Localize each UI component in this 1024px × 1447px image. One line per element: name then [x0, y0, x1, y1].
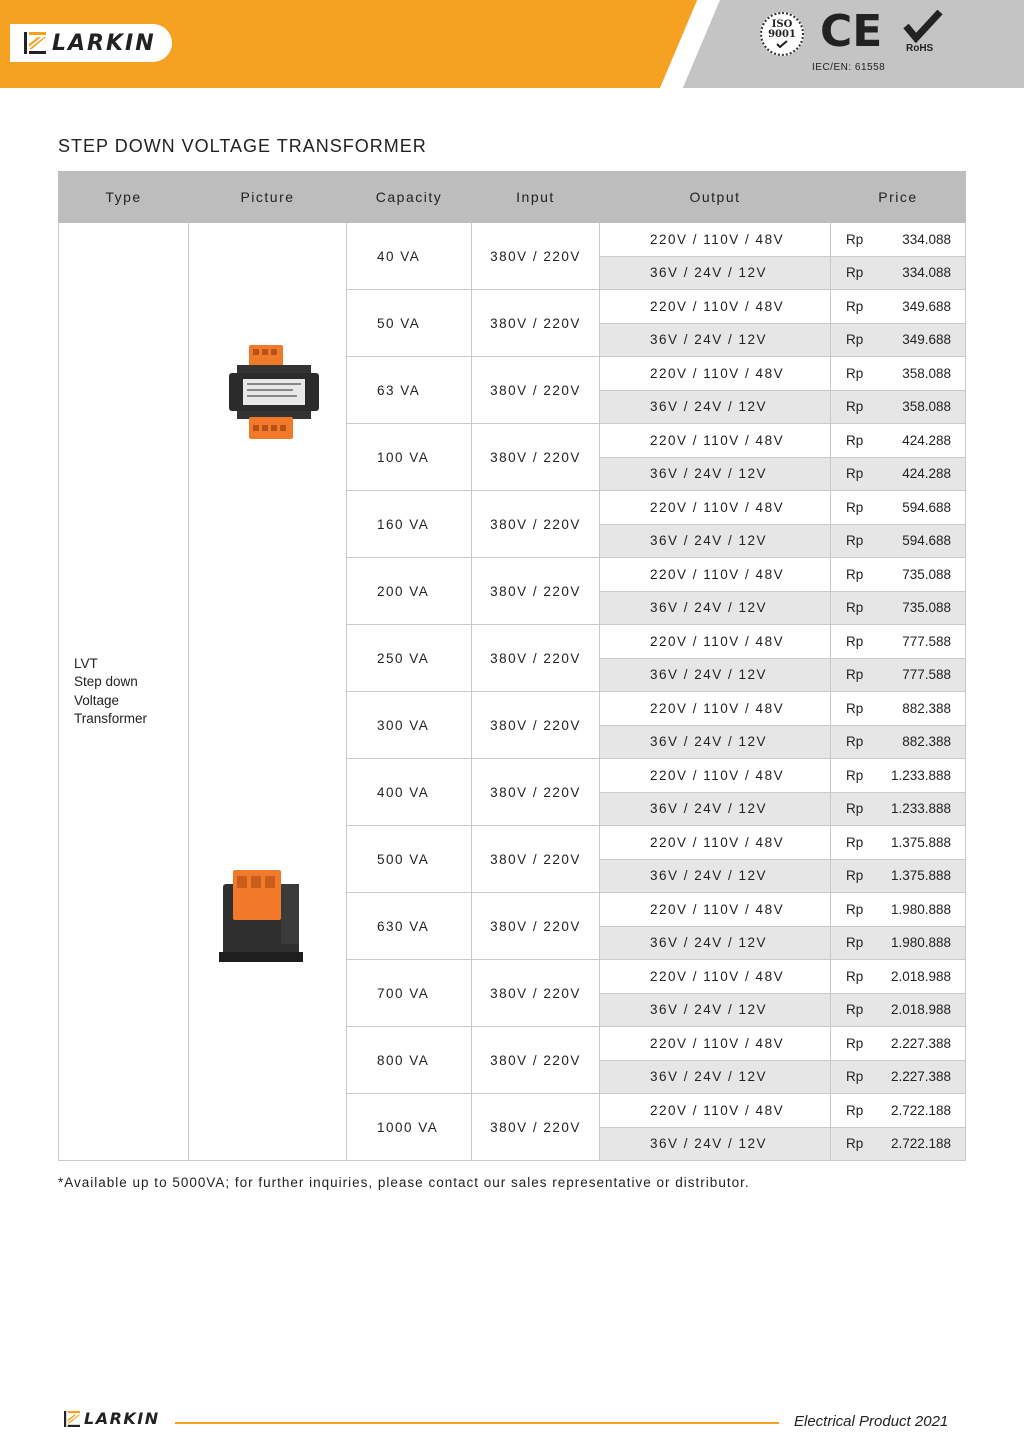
currency-label: Rp — [846, 600, 864, 616]
currency-label: Rp — [846, 365, 864, 381]
currency-label: Rp — [846, 868, 864, 884]
input-cell: 380V / 220V — [472, 1094, 600, 1161]
capacity-cell: 100 VA — [347, 424, 472, 491]
output-cell: 220V / 110V / 48V — [600, 223, 831, 257]
currency-label: Rp — [846, 700, 864, 716]
currency-label: Rp — [846, 968, 864, 984]
input-cell: 380V / 220V — [472, 357, 600, 424]
ce-mark: CE — [820, 6, 883, 57]
output-cell: 220V / 110V / 48V — [600, 960, 831, 994]
output-cell: 220V / 110V / 48V — [600, 558, 831, 592]
price-value: 1.980.888 — [890, 901, 951, 917]
rohs-label: RoHS — [906, 43, 934, 54]
transformer-large-image — [219, 866, 303, 968]
price-table — [58, 171, 966, 1161]
price-cell — [831, 357, 966, 391]
price-value: 358.088 — [902, 365, 951, 381]
price-value: 1.233.888 — [890, 767, 951, 783]
price-cell — [831, 725, 966, 759]
table-header-row — [59, 172, 966, 223]
price-cell — [831, 290, 966, 324]
check-icon — [776, 40, 788, 48]
header-price: Price — [831, 172, 966, 223]
input-cell: 380V / 220V — [472, 826, 600, 893]
price-value: 1.375.888 — [890, 834, 951, 850]
price-cell — [831, 826, 966, 860]
currency-label: Rp — [846, 566, 864, 582]
price-value: 2.227.388 — [890, 1035, 951, 1051]
header-output: Output — [600, 172, 831, 223]
price-cell — [831, 223, 966, 257]
price-value: 358.088 — [902, 399, 951, 415]
currency-label: Rp — [846, 298, 864, 314]
output-cell: 220V / 110V / 48V — [600, 491, 831, 525]
type-line: Transformer — [74, 711, 148, 726]
price-value: 424.288 — [902, 466, 951, 482]
output-cell: 36V / 24V / 12V — [600, 1060, 831, 1094]
input-cell: 380V / 220V — [472, 424, 600, 491]
output-cell: 36V / 24V / 12V — [600, 993, 831, 1027]
capacity-cell: 40 VA — [347, 223, 472, 290]
capacity-cell: 1000 VA — [347, 1094, 472, 1161]
capacity-cell: 160 VA — [347, 491, 472, 558]
footer-caption: Electrical Product 2021 — [794, 1413, 949, 1430]
currency-label: Rp — [846, 667, 864, 683]
iso-label: ISO 9001 — [768, 19, 796, 40]
price-value: 349.688 — [902, 332, 951, 348]
input-cell: 380V / 220V — [472, 290, 600, 357]
input-cell: 380V / 220V — [472, 625, 600, 692]
currency-label: Rp — [846, 533, 864, 549]
output-cell: 36V / 24V / 12V — [600, 457, 831, 491]
currency-label: Rp — [846, 834, 864, 850]
header-capacity: Capacity — [347, 172, 472, 223]
price-value: 882.388 — [902, 734, 951, 750]
currency-label: Rp — [846, 432, 864, 448]
price-value: 2.227.388 — [890, 1069, 951, 1085]
price-value: 777.588 — [902, 667, 951, 683]
price-cell — [831, 658, 966, 692]
output-cell: 220V / 110V / 48V — [600, 290, 831, 324]
price-cell — [831, 759, 966, 793]
output-cell: 36V / 24V / 12V — [600, 658, 831, 692]
larkin-logo-icon — [64, 1411, 80, 1427]
output-cell: 220V / 110V / 48V — [600, 357, 831, 391]
price-cell — [831, 926, 966, 960]
header-type: Type — [59, 172, 189, 223]
price-cell — [831, 491, 966, 525]
picture-cell — [189, 223, 347, 1161]
price-value: 1.375.888 — [890, 868, 951, 884]
currency-label: Rp — [846, 1102, 864, 1118]
price-cell — [831, 424, 966, 458]
input-cell: 380V / 220V — [472, 223, 600, 290]
price-value: 349.688 — [902, 298, 951, 314]
footer-divider — [175, 1422, 779, 1424]
currency-label: Rp — [846, 734, 864, 750]
price-cell — [831, 859, 966, 893]
header-picture: Picture — [189, 172, 347, 223]
transformer-small-image — [227, 343, 321, 441]
price-cell — [831, 993, 966, 1027]
output-cell: 36V / 24V / 12V — [600, 1127, 831, 1161]
output-cell: 36V / 24V / 12V — [600, 725, 831, 759]
capacity-cell: 300 VA — [347, 692, 472, 759]
type-line: Step down — [74, 674, 138, 689]
output-cell: 220V / 110V / 48V — [600, 826, 831, 860]
output-cell: 220V / 110V / 48V — [600, 1027, 831, 1061]
price-cell — [831, 591, 966, 625]
rohs-badge — [900, 10, 946, 56]
price-cell — [831, 323, 966, 357]
price-cell — [831, 960, 966, 994]
currency-label: Rp — [846, 1035, 864, 1051]
price-cell — [831, 558, 966, 592]
output-cell: 220V / 110V / 48V — [600, 893, 831, 927]
input-cell: 380V / 220V — [472, 692, 600, 759]
price-cell — [831, 256, 966, 290]
price-cell — [831, 390, 966, 424]
price-cell — [831, 893, 966, 927]
capacity-cell: 700 VA — [347, 960, 472, 1027]
table-row — [59, 223, 966, 257]
capacity-cell: 630 VA — [347, 893, 472, 960]
price-value: 334.088 — [902, 265, 951, 281]
price-value: 594.688 — [902, 533, 951, 549]
table-body — [59, 223, 966, 1161]
output-cell: 36V / 24V / 12V — [600, 256, 831, 290]
currency-label: Rp — [846, 499, 864, 515]
availability-note: *Available up to 5000VA; for further inquiries, please contact our sales representative or distributor. — [58, 1175, 750, 1190]
currency-label: Rp — [846, 332, 864, 348]
capacity-cell: 500 VA — [347, 826, 472, 893]
currency-label: Rp — [846, 1069, 864, 1085]
output-cell: 220V / 110V / 48V — [600, 625, 831, 659]
input-cell: 380V / 220V — [472, 893, 600, 960]
larkin-logo-icon — [24, 32, 46, 54]
output-cell: 36V / 24V / 12V — [600, 591, 831, 625]
output-cell: 36V / 24V / 12V — [600, 859, 831, 893]
price-cell — [831, 792, 966, 826]
iec-standard: IEC/EN: 61558 — [812, 62, 886, 73]
capacity-cell: 400 VA — [347, 759, 472, 826]
price-cell — [831, 524, 966, 558]
currency-label: Rp — [846, 935, 864, 951]
price-value: 882.388 — [902, 700, 951, 716]
output-cell: 220V / 110V / 48V — [600, 1094, 831, 1128]
output-cell: 36V / 24V / 12V — [600, 926, 831, 960]
output-cell: 220V / 110V / 48V — [600, 759, 831, 793]
output-cell: 220V / 110V / 48V — [600, 692, 831, 726]
capacity-cell: 250 VA — [347, 625, 472, 692]
price-cell — [831, 457, 966, 491]
input-cell: 380V / 220V — [472, 960, 600, 1027]
currency-label: Rp — [846, 399, 864, 415]
currency-label: Rp — [846, 1136, 864, 1152]
currency-label: Rp — [846, 767, 864, 783]
header-input: Input — [472, 172, 600, 223]
price-value: 2.018.988 — [890, 1002, 951, 1018]
price-value: 334.088 — [902, 231, 951, 247]
output-cell: 36V / 24V / 12V — [600, 792, 831, 826]
brand-logo — [10, 24, 172, 62]
currency-label: Rp — [846, 231, 864, 247]
price-value: 2.018.988 — [890, 968, 951, 984]
capacity-cell: 800 VA — [347, 1027, 472, 1094]
currency-label: Rp — [846, 801, 864, 817]
output-cell: 36V / 24V / 12V — [600, 323, 831, 357]
price-cell — [831, 1094, 966, 1128]
price-cell — [831, 1127, 966, 1161]
input-cell: 380V / 220V — [472, 558, 600, 625]
price-value: 424.288 — [902, 432, 951, 448]
price-value: 735.088 — [902, 566, 951, 582]
brand-name: LARKIN — [52, 30, 156, 56]
output-cell: 36V / 24V / 12V — [600, 524, 831, 558]
price-value: 594.688 — [902, 499, 951, 515]
currency-label: Rp — [846, 1002, 864, 1018]
footer-logo — [64, 1409, 160, 1428]
input-cell: 380V / 220V — [472, 1027, 600, 1094]
price-cell — [831, 625, 966, 659]
page-header — [0, 0, 1024, 88]
price-cell — [831, 1027, 966, 1061]
input-cell: 380V / 220V — [472, 491, 600, 558]
price-value: 2.722.188 — [890, 1102, 951, 1118]
price-value: 1.980.888 — [890, 935, 951, 951]
currency-label: Rp — [846, 265, 864, 281]
price-value: 735.088 — [902, 600, 951, 616]
type-line: Voltage — [74, 692, 120, 708]
type-line: LVT — [74, 655, 98, 671]
output-cell: 36V / 24V / 12V — [600, 390, 831, 424]
capacity-cell: 63 VA — [347, 357, 472, 424]
footer-brand-name: LARKIN — [84, 1409, 160, 1428]
price-cell — [831, 1060, 966, 1094]
capacity-cell: 200 VA — [347, 558, 472, 625]
output-cell: 220V / 110V / 48V — [600, 424, 831, 458]
capacity-cell: 50 VA — [347, 290, 472, 357]
page-title: STEP DOWN VOLTAGE TRANSFORMER — [58, 136, 427, 156]
iso-9001-seal — [760, 12, 804, 56]
currency-label: Rp — [846, 466, 864, 482]
input-cell: 380V / 220V — [472, 759, 600, 826]
currency-label: Rp — [846, 901, 864, 917]
type-cell — [59, 223, 189, 1161]
currency-label: Rp — [846, 633, 864, 649]
price-value: 2.722.188 — [890, 1136, 951, 1152]
price-cell — [831, 692, 966, 726]
price-value: 777.588 — [902, 633, 951, 649]
rohs-check-icon — [900, 10, 946, 44]
price-value: 1.233.888 — [890, 801, 951, 817]
